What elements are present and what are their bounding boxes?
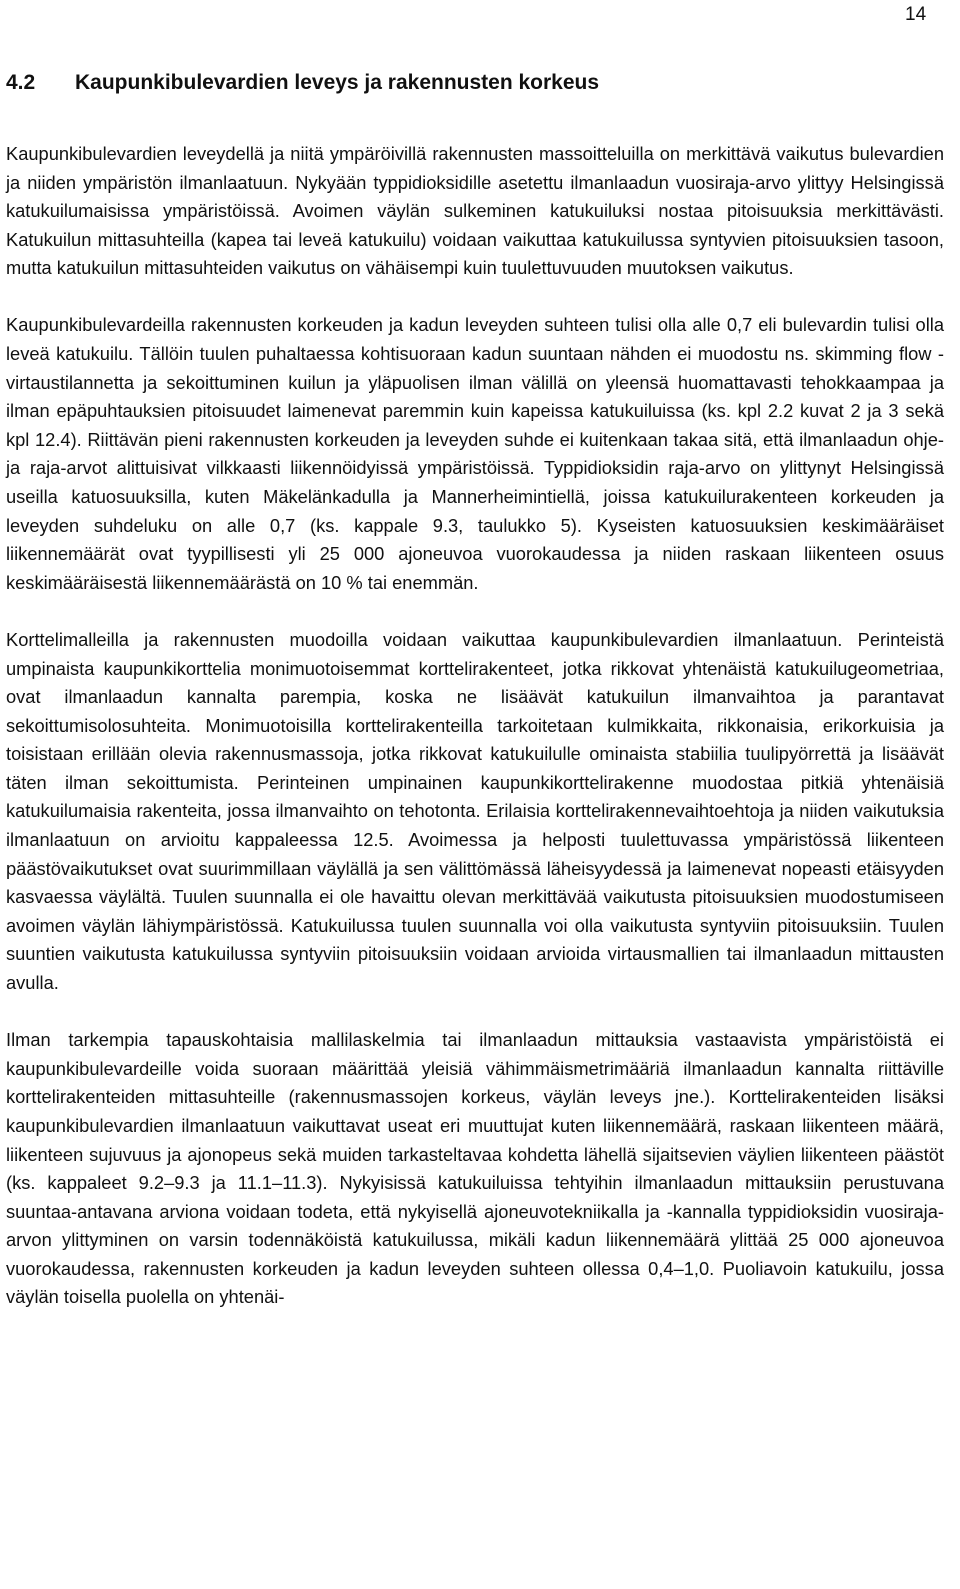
page-number: 14	[905, 4, 927, 25]
paragraph-estimates: Ilman tarkempia tapauskohtaisia mallilaskelmia tai ilmanlaadun mittauksia vastaavista ympäristöistä ei kaupunkibulevardeille voida suoraan määrittää yleisiä vähimmäismetrimääriä ilmanlaadun kannalta riittäville korttelirakenteiden mittasuhteille (rakennusmassojen korkeus, väylän leveys jne.). Korttelirakenteiden lisäksi kaupunkibulevardien ilmanlaatuun vaikuttavat useat eri muuttujat kuten liikennemäärä, raskaan liikenteen määrä, liikenteen sujuvuus ja ajonopeus sekä muiden tarkasteltavaa kohdetta lähellä sijaitsevien väylien liikenteen päästöt (ks. kappaleet 9.2–9.3 ja 11.1–11.3). Nykyisissä katukuiluissa tehtyihin ilmanlaadun mittauksiin perustuvana suuntaa-antavana arviona voidaan todeta, että nykyisellä ajoneuvotekniikalla ja -kannalla typpidioksidin vuosiraja-arvon ylittyminen on varsin todennäköistä katukuilussa, mikäli kadun liikennemäärä ylittää 25 000 ajoneuvoa vuorokaudessa, rakennusten korkeuden ja kadun leveyden suhteen ollessa 0,4–1,0. Puoliavoin katukuilu, jossa väylän toisella puolella on yhtenäi-	[6, 1029, 944, 1308]
body-text	[6, 140, 944, 1341]
paragraph-bulevard-width: Kaupunkibulevardien leveydellä ja niitä ympäröivillä rakennusten massoitteluilla on merkittävä vaikutus bulevardien ja niiden ympäristön ilmanlaatuun. Nykyään typpidioksidille asetettu ilmanlaadun vuosiraja-arvo ylittyy Helsingissä katukuilumaisissa ympäristöissä. Avoimen väylän sulkeminen katukuiluksi nostaa pitoisuuksia merkittävästi. Katukuilun mittasuhteilla (kapea tai leveä katukuilu) voidaan vaikuttaa katukuilussa syntyvien pitoisuuksien tasoon, mutta katukuilun mittasuhteiden vaikutus on vähäisempi kuin tuulettuvuuden muutoksen vaikutus.	[6, 143, 944, 279]
section-title: Kaupunkibulevardien leveys ja rakennusten korkeus	[75, 71, 600, 94]
section-heading	[6, 70, 946, 96]
paragraph-block-models: Korttelimalleilla ja rakennusten muodoilla voidaan vaikuttaa kaupunkibulevardien ilmanlaatuun. Perinteistä umpinaista kaupunkikorttelia monimuotoisemmat korttelirakenteet, jotka rikkovat yhtenäistä katukuilugeometriaa, ovat ilmanlaadun kannalta parempia, koska ne lisäävät katukuilun ilmanvaihtoa ja parantavat sekoittumisolosuhteita. Monimuotoisilla korttelirakenteilla tarkoitetaan kulmikkaita, rikkonaisia, erikorkuisia ja toisistaan erillään olevia rakennusmassoja, jotka rikkovat katukuilulle ominaista stabiilia tuulipyörrettä ja lisäävät täten ilman sekoittumista. Perinteinen umpinainen kaupunkikorttelirakenne muodostaa pitkiä yhtenäisiä katukuilumaisia rakenteita, jossa ilmanvaihto on tehotonta. Erilaisia korttelirakennevaihtoehtoja ja niiden vaikutuksia ilmanlaatuun on arvioitu kappaleessa 12.5. Avoimessa ja helposti tuulettuvassa ympäristössä liikenteen päästövaikutukset ovat suurimmillaan väylällä ja sen välittömässä läheisyydessä ja laimenevat nopeasti etäisyyden kasvaessa väylältä. Tuulen suunnalla ei ole havaittu olevan merkittävää vaikutusta pitoisuuksien muodostumiseen avoimen väylän lähiympäristössä. Katukuilussa tuulen suunnalla voi olla vaikutusta syntyviin pitoisuuksiin. Tuulen suuntien vaikutusta katukuilussa syntyviin pitoisuuksiin voidaan arvioida virtausmallien tai ilmanlaadun mittausten avulla.	[6, 628, 944, 994]
paragraph-height-width-ratio: Kaupunkibulevardeilla rakennusten korkeuden ja kadun leveyden suhteen tulisi olla alle 0,7 eli bulevardin tulisi olla leveä katukuilu. Tällöin tuulen puhaltaessa kohtisuoraan kadun suuntaan nähden ei muodostu ns. skimming flow -virtaustilannetta ja sekoittuminen kuilun ja yläpuolisen ilman välillä on yleensä huomattavasti tehokkaampaa ja ilman epäpuhtauksien pitoisuudet laimenevat paremmin kuin kapeissa katukuiluissa (ks. kpl 2.2 kuvat 2 ja 3 sekä kpl 12.4). Riittävän pieni rakennusten korkeuden ja leveyden suhde ei kuitenkaan takaa sitä, että ilmanlaadun ohje- ja raja-arvot alittuisivat vilkkaasti liikennöidyissä ympäristöissä. Typpidioksidin raja-arvo on ylittynyt Helsingissä useilla katuosuuksilla, kuten Mäkelänkadulla ja Mannerheimintiellä, joissa katukuilurakenteen korkeuden ja leveyden suhdeluku on alle 0,7 (ks. kappale 9.3, taulukko 5). Kyseisten katuosuuksien keskimääräiset liikennemäärät ovat tyypillisesti yli 25 000 ajoneuvoa vuorokaudessa ja niiden raskaan liikenteen osuus keskimääräisestä liikennemäärästä on 10 % tai enemmän.	[6, 314, 944, 593]
section-number: 4.2	[6, 71, 36, 94]
